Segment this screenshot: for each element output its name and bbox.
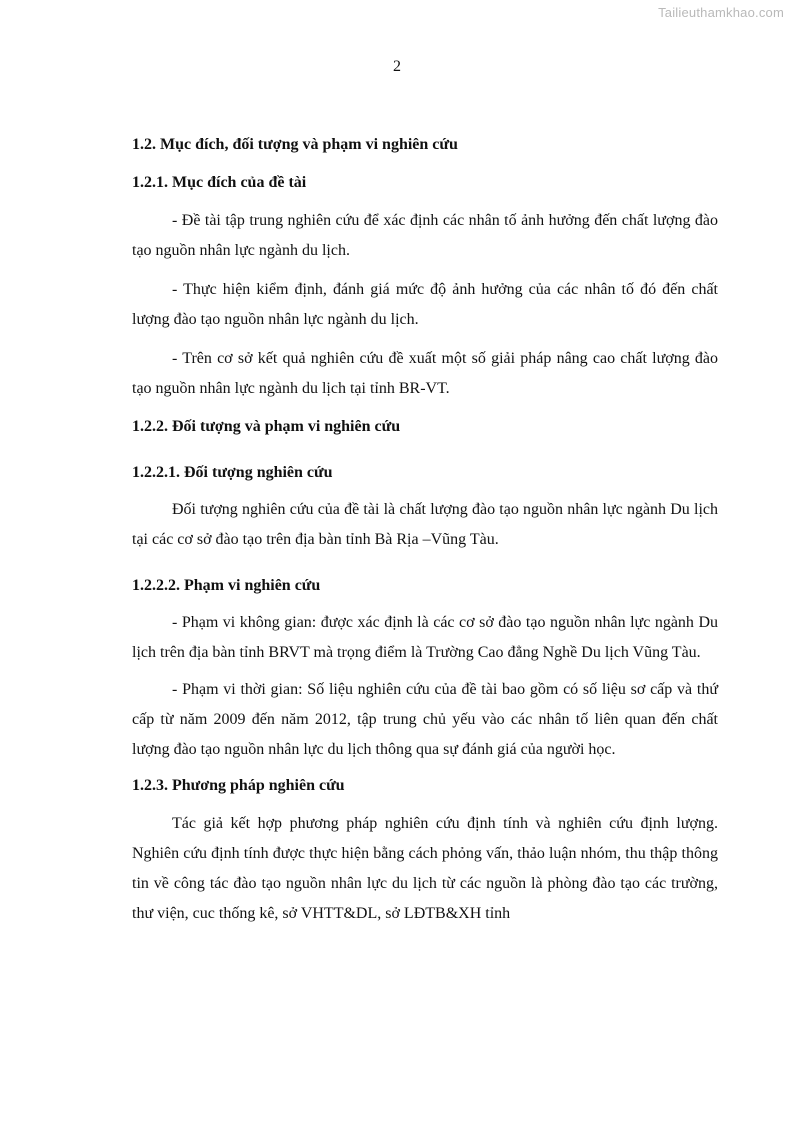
object-paragraph: Đối tượng nghiên cứu của đề tài là chất lượng đào tạo nguồn nhân lực ngành Du lịch tại các cơ sở đào tạo trên địa bàn tỉnh Bà Rịa –Vũng Tàu. [132, 501, 718, 548]
document-body [132, 130, 718, 929]
watermark-text: Tailieuthamkhao.com [658, 5, 784, 20]
heading-1-2: 1.2. Mục đích, đối tượng và phạm vi nghiên cứu [132, 136, 458, 153]
heading-1-2-3: 1.2.3. Phương pháp nghiên cứu [132, 777, 345, 794]
purpose-paragraph-2: - Thực hiện kiểm định, đánh giá mức độ ảnh hưởng của các nhân tố đó đến chất lượng đào tạo nguồn nhân lực ngành du lịch. [132, 281, 718, 328]
heading-1-2-2-1: 1.2.2.1. Đối tượng nghiên cứu [132, 464, 333, 481]
scope-space-paragraph: - Phạm vi không gian: được xác định là các cơ sở đào tạo nguồn nhân lực ngành Du lịch trên địa bàn tỉnh BRVT mà trọng điểm là Trường Cao đẳng Nghề Du lịch Vũng Tàu. [132, 614, 718, 661]
purpose-paragraph-1: - Đề tài tập trung nghiên cứu để xác định các nhân tố ảnh hưởng đến chất lượng đào tạo nguồn nhân lực ngành du lịch. [132, 212, 718, 259]
purpose-paragraph-3: - Trên cơ sở kết quả nghiên cứu đề xuất một số giải pháp nâng cao chất lượng đào tạo nguồn nhân lực ngành du lịch tại tỉnh BR-VT. [132, 350, 718, 397]
heading-1-2-2-2: 1.2.2.2. Phạm vi nghiên cứu [132, 577, 321, 594]
heading-1-2-1: 1.2.1. Mục đích của đề tài [132, 174, 307, 191]
method-paragraph: Tác giả kết hợp phương pháp nghiên cứu định tính và nghiên cứu định lượng. Nghiên cứu định tính được thực hiện bằng cách phỏng vấn, thảo luận nhóm, thu thập thông tin về công tác đào tạo nguồn nhân lực du lịch từ các nguồn là phòng đào tạo các trường, thư viện, cuc thống kê, sở VHTT&DL, sở LĐTB&XH tỉnh [132, 815, 718, 922]
page-number: 2 [393, 58, 401, 75]
heading-1-2-2: 1.2.2. Đối tượng và phạm vi nghiên cứu [132, 418, 401, 435]
scope-time-paragraph: - Phạm vi thời gian: Số liệu nghiên cứu của đề tài bao gồm có số liệu sơ cấp và thứ cấp từ năm 2009 đến năm 2012, tập trung chủ yếu vào các nhân tố liên quan đến chất lượng đào tạo nguồn nhân lực du lịch thông qua sự đánh giá của người học. [132, 681, 718, 758]
